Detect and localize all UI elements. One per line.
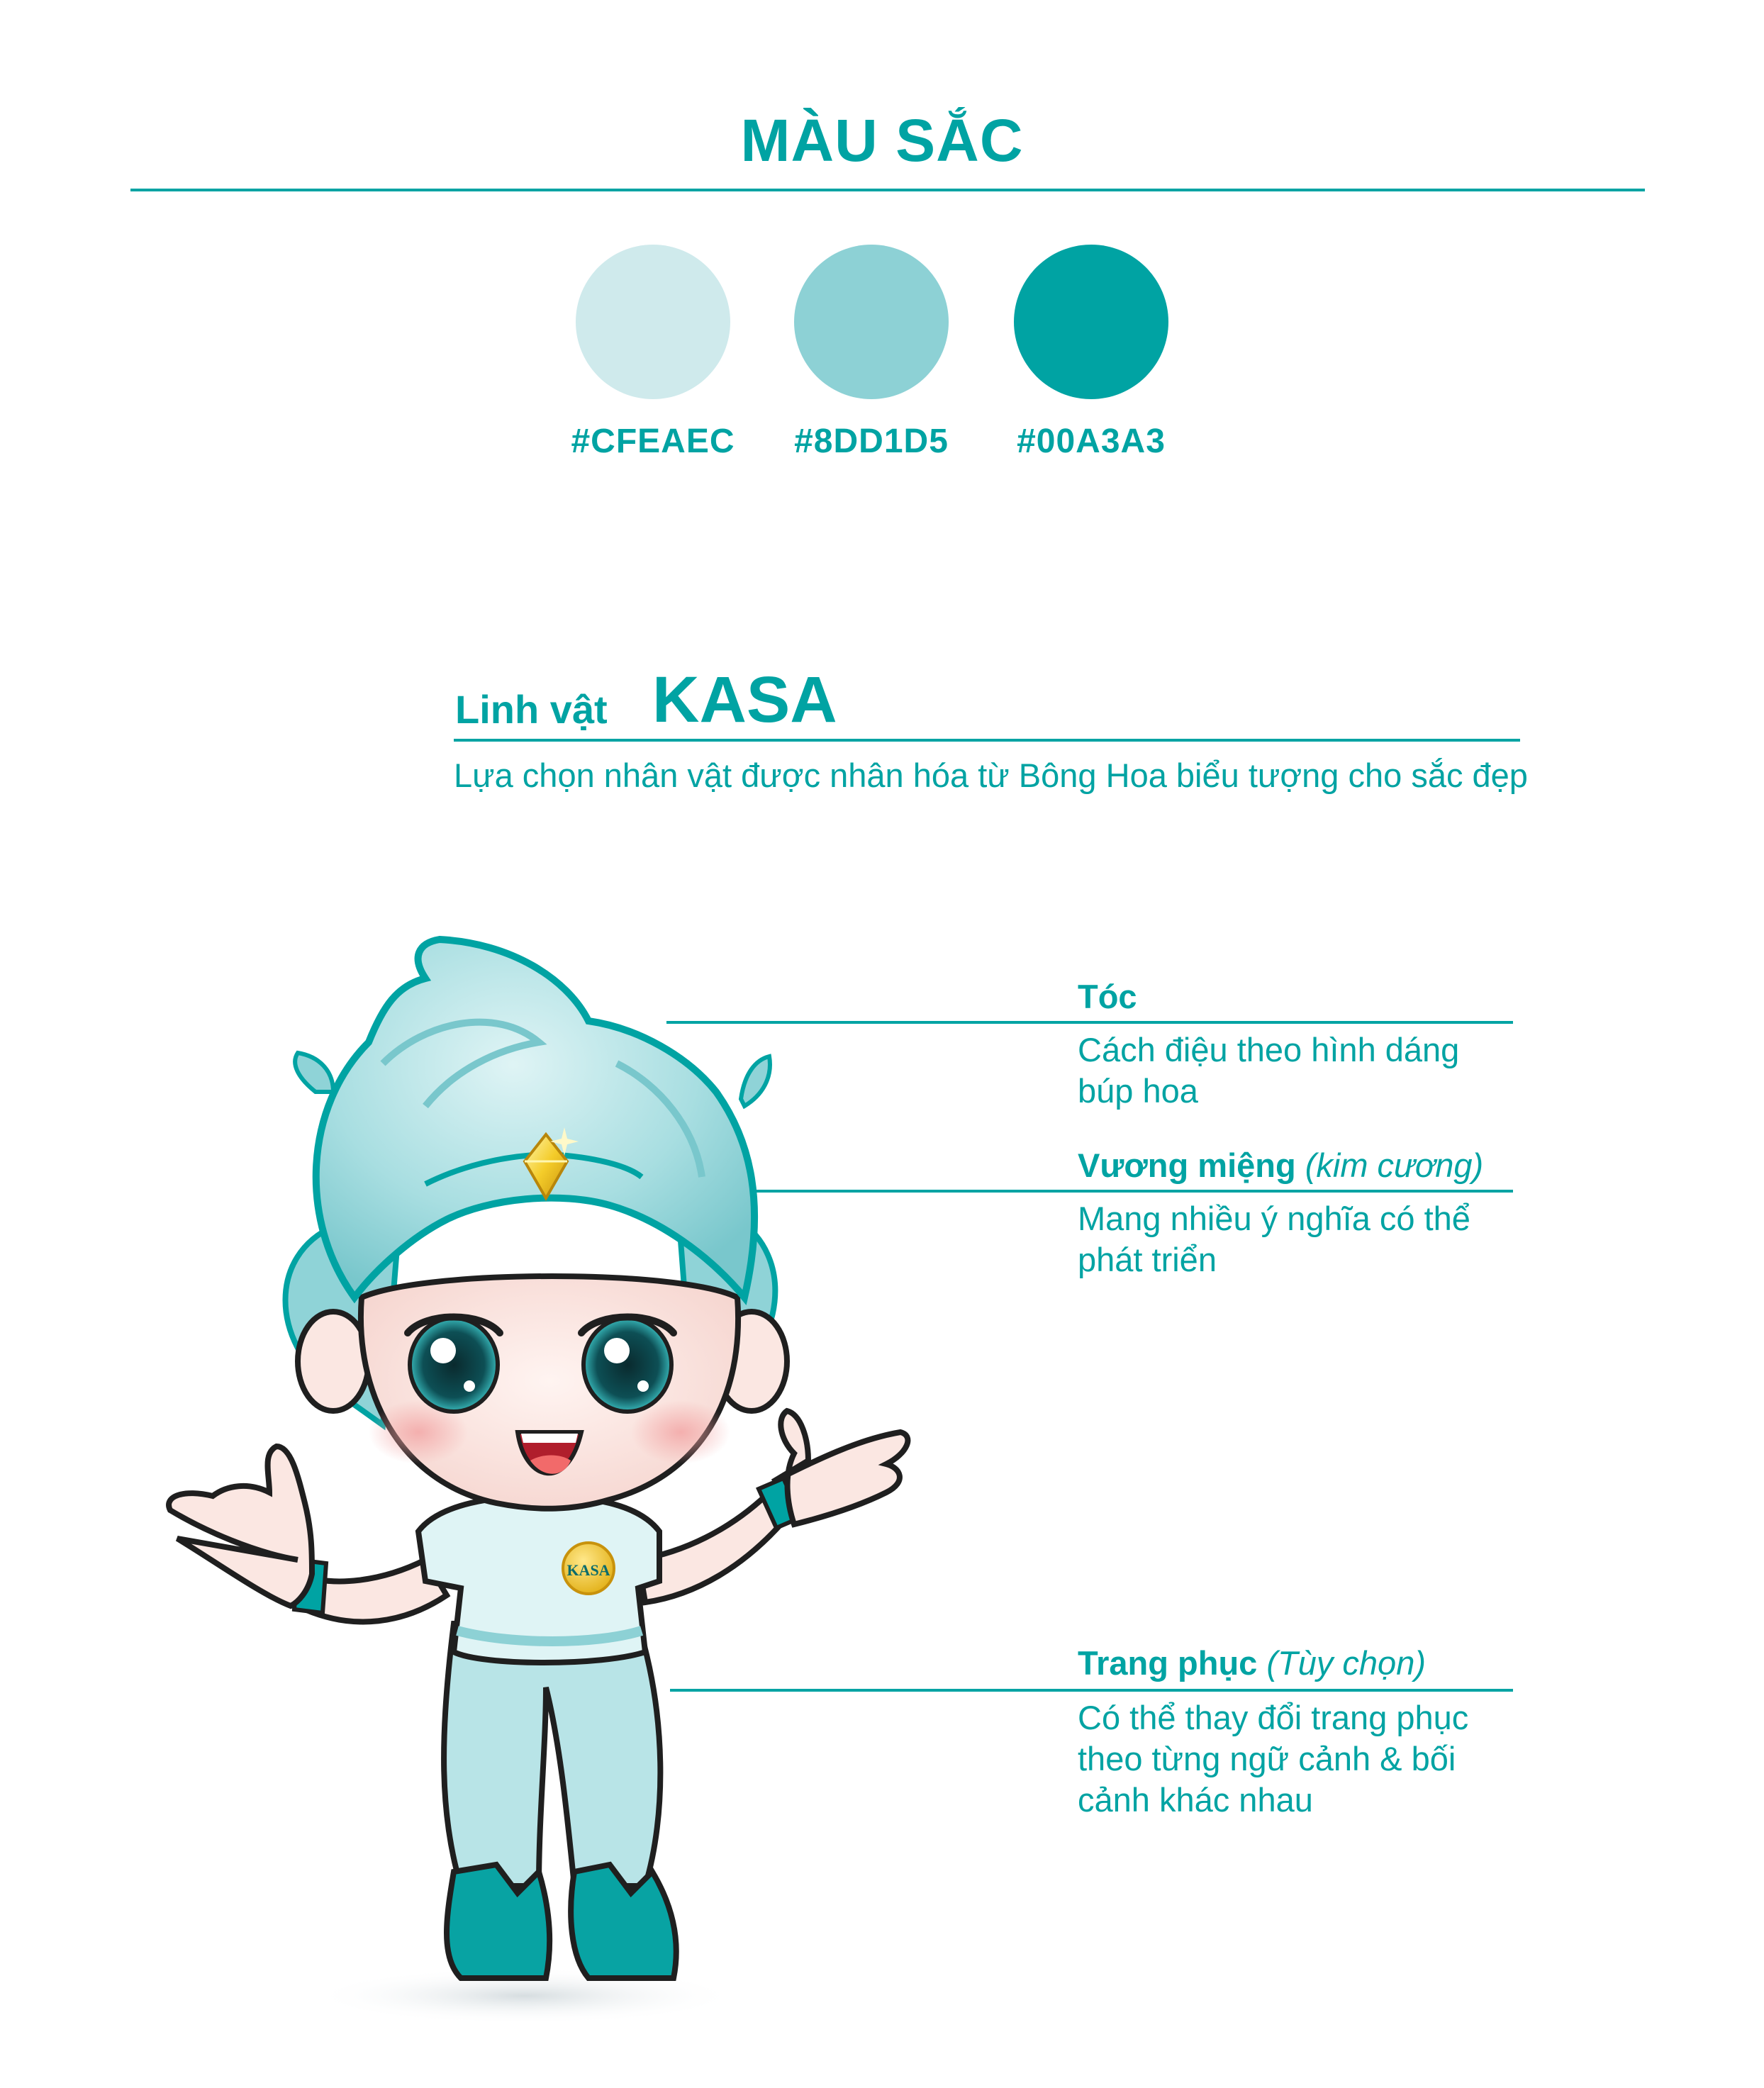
mascot-description: Lựa chọn nhân vật được nhân hóa từ Bông Hoa biểu tượng cho sắc đẹp bbox=[454, 757, 1528, 794]
feature-crown-title: Vương miệng (kim cương) bbox=[1078, 1146, 1484, 1184]
section-title: MÀU SẮC bbox=[740, 107, 1024, 174]
mascot-label: Linh vật bbox=[455, 687, 608, 732]
mascot-name: KASA bbox=[652, 664, 837, 736]
color-swatch-light bbox=[576, 245, 730, 399]
feature-outfit-note: (Tùy chọn) bbox=[1266, 1644, 1426, 1682]
feature-outfit-title: Trang phục (Tùy chọn) bbox=[1078, 1644, 1426, 1682]
feature-hair-text: Cách điệu theo hình dáng búp hoa bbox=[1078, 1031, 1460, 1110]
mascot-divider bbox=[454, 739, 1520, 742]
feature-outfit-text: Có thể thay đổi trang phục theo từng ngữ cảnh & bối cảnh khác nhau bbox=[1078, 1699, 1469, 1819]
color-code-light: #CFEAEC bbox=[571, 423, 735, 460]
feature-hair-title: Tóc bbox=[1078, 978, 1137, 1015]
feature-crown-note: (kim cương) bbox=[1305, 1146, 1484, 1184]
title-divider bbox=[130, 189, 1645, 191]
feature-crown-text: Mang nhiều ý nghĩa có thể phát triển bbox=[1078, 1200, 1470, 1278]
badge-text: KASA bbox=[566, 1561, 610, 1579]
color-code-dark: #00A3A3 bbox=[1017, 423, 1166, 460]
color-swatch-dark bbox=[1014, 245, 1168, 399]
color-code-medium: #8DD1D5 bbox=[794, 423, 949, 460]
mascot-illustration bbox=[156, 929, 936, 2035]
color-swatch-medium bbox=[794, 245, 949, 399]
